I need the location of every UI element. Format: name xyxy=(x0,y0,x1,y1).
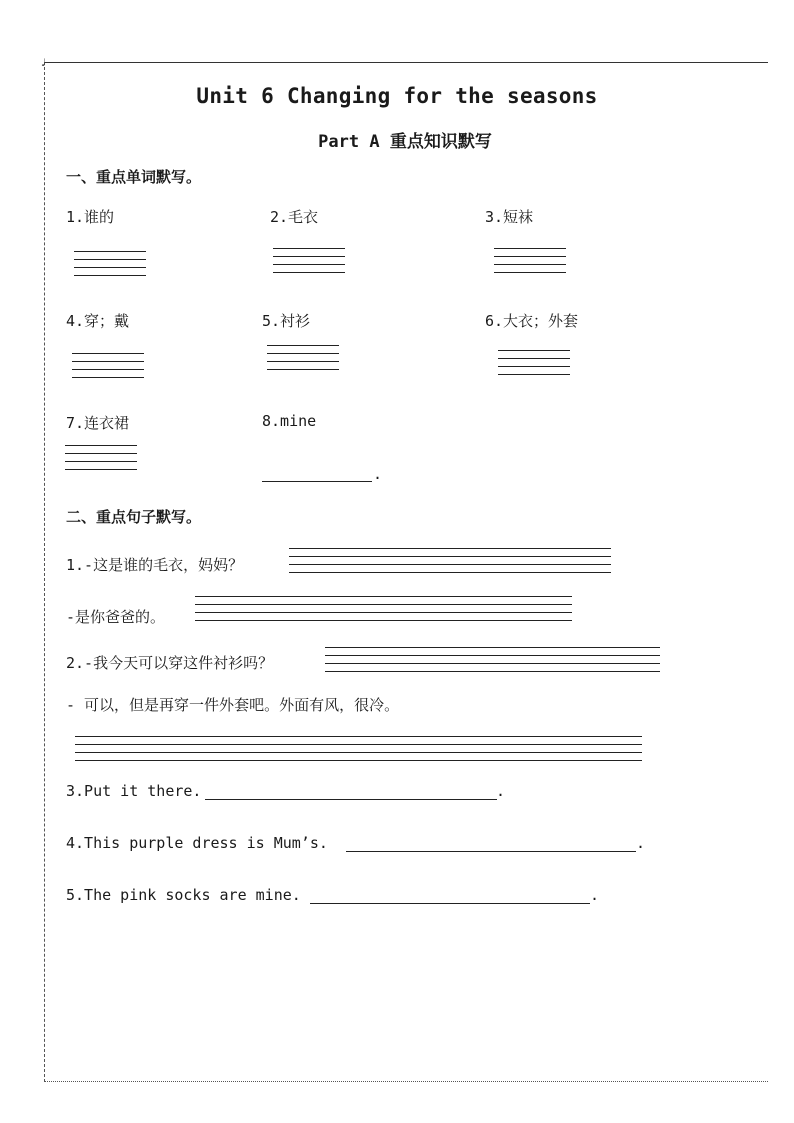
sentence1-answer-lines[interactable] xyxy=(195,596,572,628)
word-8-period: . xyxy=(373,465,383,483)
word-write-lines-1[interactable] xyxy=(74,251,146,283)
page-frame-left xyxy=(44,62,45,1082)
word-item-3: 3.短袜 xyxy=(485,208,534,226)
word-write-lines-2[interactable] xyxy=(273,248,345,280)
word-item-2: 2.毛衣 xyxy=(270,208,319,226)
sentence4-write-line[interactable] xyxy=(346,851,636,852)
sentence1-answer: -是你爸爸的。 xyxy=(66,608,166,626)
word-item-4: 4.穿；戴 xyxy=(66,312,130,330)
sentence3-write-line[interactable] xyxy=(205,799,497,800)
word-item-6: 6.大衣；外套 xyxy=(485,312,579,330)
worksheet-subtitle: Part A 重点知识默写 xyxy=(318,132,492,152)
sentence4-period: . xyxy=(636,834,646,852)
page-frame-top xyxy=(44,62,768,63)
sentence1-question-lines[interactable] xyxy=(289,548,611,580)
sentence2-question-lines[interactable] xyxy=(325,647,660,679)
sentence2-answer-lines[interactable] xyxy=(75,736,642,768)
sentence1-question: 1.-这是谁的毛衣，妈妈？ xyxy=(66,556,244,574)
word-write-lines-3[interactable] xyxy=(494,248,566,280)
word-write-lines-5[interactable] xyxy=(267,345,339,377)
word-item-5: 5.衬衫 xyxy=(262,312,311,330)
word-item-1: 1.谁的 xyxy=(66,208,115,226)
word-write-line-8[interactable] xyxy=(262,481,372,482)
sentence5-write-line[interactable] xyxy=(310,903,590,904)
section2-heading: 二、重点句子默写。 xyxy=(66,508,202,526)
word-write-lines-4[interactable] xyxy=(72,353,144,385)
worksheet-title: Unit 6 Changing for the seasons xyxy=(196,84,598,108)
sentence5-period: . xyxy=(590,886,600,904)
page-frame-bottom xyxy=(44,1081,768,1082)
sentence2-question: 2.-我今天可以穿这件衬衫吗？ xyxy=(66,654,274,672)
sentence5-text: 5.The pink socks are mine. xyxy=(66,886,301,904)
word-write-lines-7[interactable] xyxy=(65,445,137,477)
sentence3-period: . xyxy=(496,782,506,800)
sentence3-text: 3.Put it there. xyxy=(66,782,202,800)
word-item-7: 7.连衣裙 xyxy=(66,414,130,432)
section1-heading: 一、重点单词默写。 xyxy=(66,168,202,186)
corner-mark-icon: ♩ xyxy=(40,56,47,69)
word-write-lines-6[interactable] xyxy=(498,350,570,382)
word-item-8: 8.mine xyxy=(262,412,317,430)
sentence2-answer: - 可以，但是再穿一件外套吧。外面有风，很冷。 xyxy=(66,696,400,714)
sentence4-text: 4.This purple dress is Mum’s. xyxy=(66,834,328,852)
